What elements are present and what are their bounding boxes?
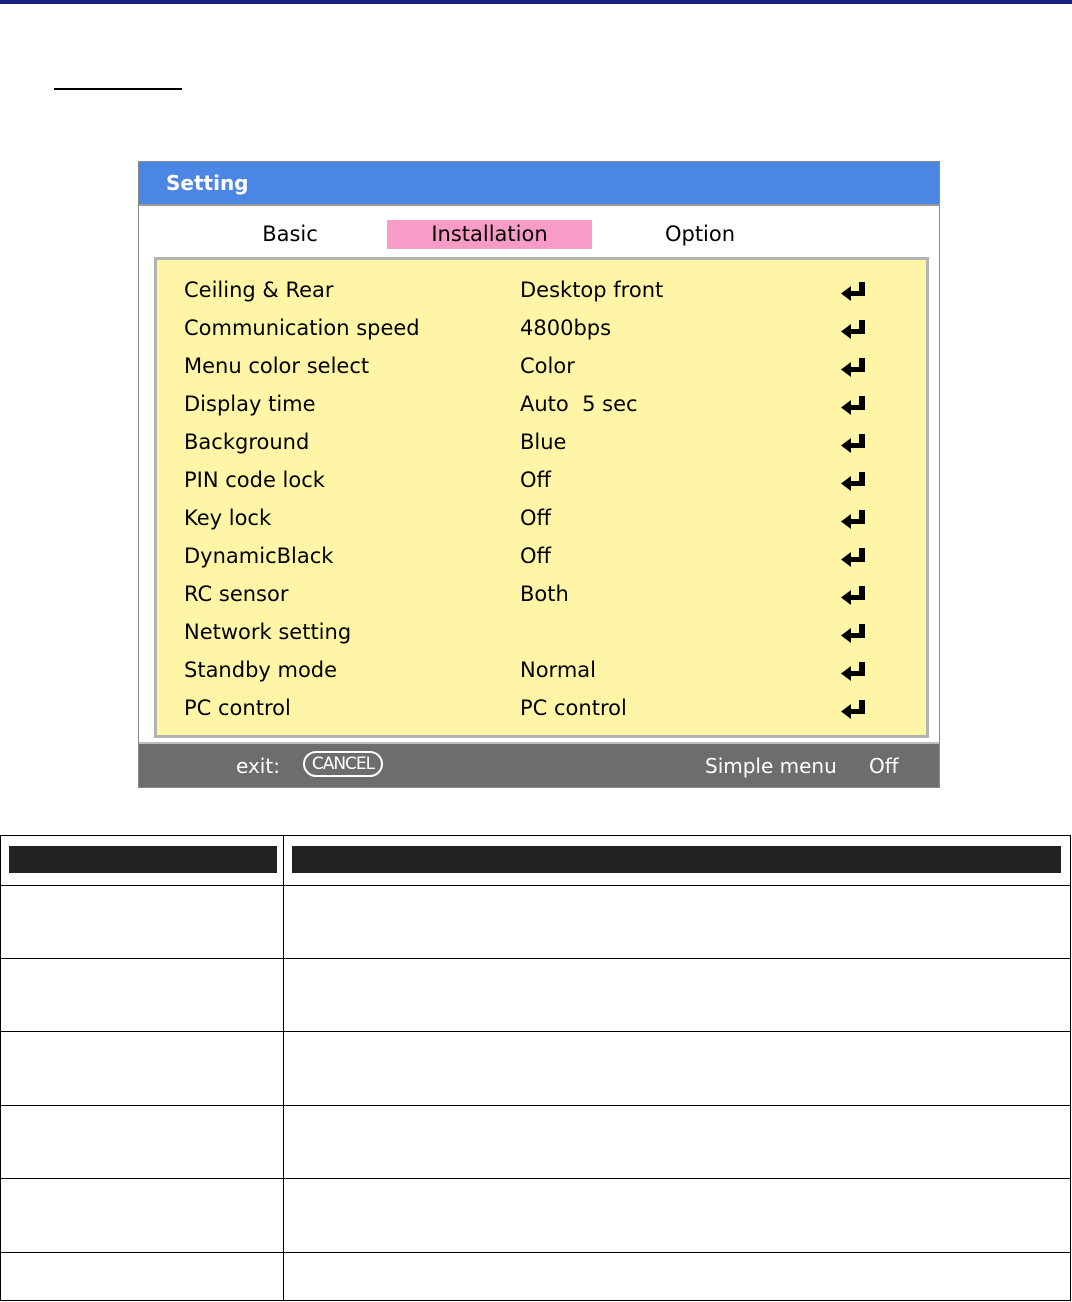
enter-icon bbox=[840, 508, 868, 530]
menu-item-label: Background bbox=[184, 430, 310, 454]
table-column-divider bbox=[283, 836, 284, 1301]
menu-item-communication-speed[interactable] bbox=[157, 309, 926, 347]
enter-icon bbox=[840, 318, 868, 340]
menu-item-value: Off bbox=[520, 506, 551, 530]
menu-item-background[interactable] bbox=[157, 423, 926, 461]
menu-footer-bar bbox=[139, 742, 939, 787]
menu-item-label: Communication speed bbox=[184, 316, 420, 340]
menu-item-value: Off bbox=[520, 544, 551, 568]
description-table bbox=[0, 835, 1071, 1301]
settings-list bbox=[154, 257, 929, 738]
menu-item-value: Both bbox=[520, 582, 569, 606]
enter-icon bbox=[840, 394, 868, 416]
heading-underline bbox=[54, 88, 182, 90]
menu-item-label: Key lock bbox=[184, 506, 272, 530]
menu-item-dynamicblack[interactable] bbox=[157, 537, 926, 575]
enter-icon bbox=[840, 622, 868, 644]
menu-item-label: Menu color select bbox=[184, 354, 370, 378]
menu-item-label: Network setting bbox=[184, 620, 352, 644]
menu-item-label: PC control bbox=[184, 696, 291, 720]
menu-item-value: PC control bbox=[520, 696, 627, 720]
menu-item-ceiling-rear[interactable] bbox=[157, 271, 926, 309]
enter-icon bbox=[840, 660, 868, 682]
menu-item-value: Off bbox=[520, 468, 551, 492]
menu-item-value: Normal bbox=[520, 658, 596, 682]
menu-item-label: Standby mode bbox=[184, 658, 338, 682]
tab-option[interactable]: Option bbox=[664, 222, 736, 246]
menu-item-value: Blue bbox=[520, 430, 567, 454]
enter-icon bbox=[840, 280, 868, 302]
menu-item-label: Display time bbox=[184, 392, 316, 416]
cancel-button[interactable]: CANCEL bbox=[303, 751, 383, 777]
tab-installation[interactable]: Installation bbox=[387, 220, 592, 249]
setting-menu-window bbox=[138, 161, 940, 788]
menu-item-pc-control[interactable] bbox=[157, 689, 926, 727]
enter-icon bbox=[840, 584, 868, 606]
simple-menu-value: Off bbox=[869, 754, 899, 778]
menu-item-label: Ceiling & Rear bbox=[184, 278, 334, 302]
menu-item-value: Desktop front bbox=[520, 278, 664, 302]
menu-item-label: RC sensor bbox=[184, 582, 289, 606]
simple-menu-label: Simple menu bbox=[705, 754, 837, 778]
table-row-divider bbox=[1, 1178, 1071, 1179]
menu-item-value: 4800bps bbox=[520, 316, 612, 340]
menu-item-key-lock[interactable] bbox=[157, 499, 926, 537]
exit-label: exit: bbox=[236, 754, 280, 778]
enter-icon bbox=[840, 432, 868, 454]
table-header-description bbox=[292, 846, 1061, 873]
menu-title: Setting bbox=[166, 171, 249, 195]
table-row-divider bbox=[1, 885, 1071, 886]
menu-item-pin-code-lock[interactable] bbox=[157, 461, 926, 499]
enter-icon bbox=[840, 470, 868, 492]
tab-basic[interactable]: Basic bbox=[262, 222, 318, 246]
table-row-divider bbox=[1, 1031, 1071, 1032]
menu-item-value: Auto 5 sec bbox=[520, 392, 638, 416]
table-header-item bbox=[9, 846, 277, 873]
enter-icon bbox=[840, 698, 868, 720]
menu-item-value: Color bbox=[520, 354, 575, 378]
menu-item-display-time[interactable] bbox=[157, 385, 926, 423]
menu-item-rc-sensor[interactable] bbox=[157, 575, 926, 613]
enter-icon bbox=[840, 356, 868, 378]
enter-icon bbox=[840, 546, 868, 568]
menu-item-menu-color-select[interactable] bbox=[157, 347, 926, 385]
menu-item-standby-mode[interactable] bbox=[157, 651, 926, 689]
table-row-divider bbox=[1, 1105, 1071, 1106]
menu-item-network-setting[interactable] bbox=[157, 613, 926, 651]
menu-item-label: PIN code lock bbox=[184, 468, 325, 492]
table-row-divider bbox=[1, 1252, 1071, 1253]
menu-item-label: DynamicBlack bbox=[184, 544, 334, 568]
menu-title-bar bbox=[139, 162, 939, 206]
table-row-divider bbox=[1, 958, 1071, 959]
page-top-rule bbox=[0, 0, 1072, 4]
